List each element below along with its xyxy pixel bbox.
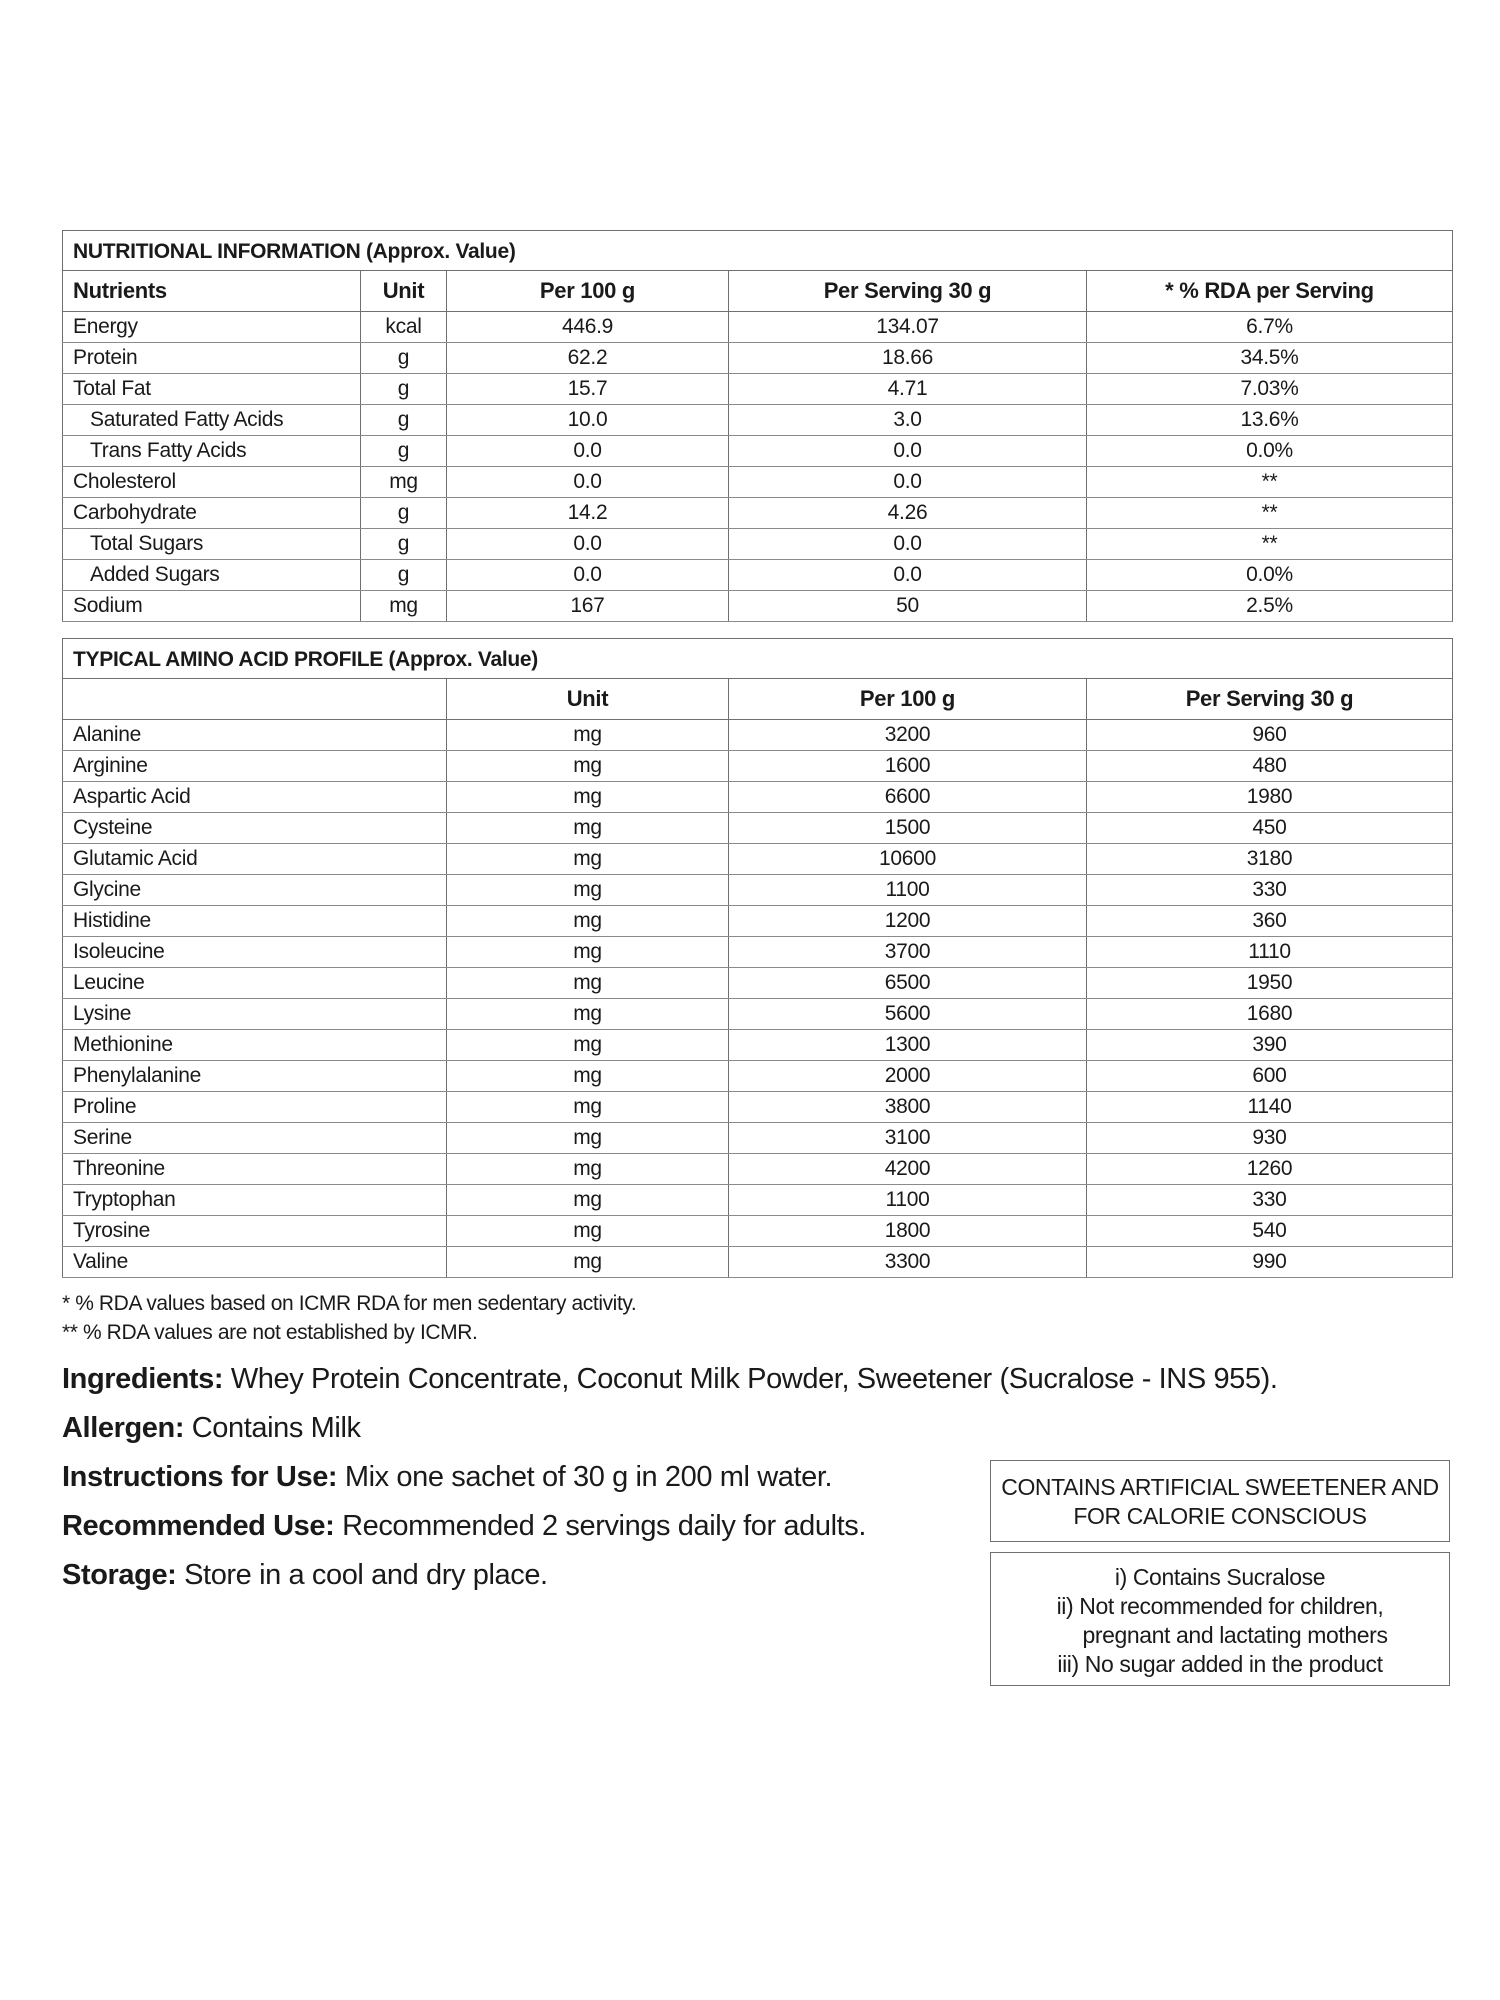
amino-per-100g: 6600 [729,782,1087,813]
amino-per-serving: 3180 [1087,844,1453,875]
table-row [63,875,1453,906]
recommended-text: Recommended 2 servings daily for adults. [334,1510,867,1542]
amino-unit: mg [447,999,729,1030]
amino-per-100g: 3800 [729,1092,1087,1123]
amino-per-100g: 1500 [729,813,1087,844]
ingredients-label: Ingredients: [62,1363,224,1395]
nutrient-per-100g: 0.0 [447,436,729,467]
amino-name: Proline [63,1092,447,1123]
amino-per-serving: 450 [1087,813,1453,844]
amino-unit: mg [447,875,729,906]
amino-unit: mg [447,1123,729,1154]
amino-per-serving: 360 [1087,906,1453,937]
nutrient-rda: 0.0% [1087,436,1453,467]
table-row [63,374,1453,405]
col-header-per-100g: Per 100 g [729,679,1087,720]
sucralose-notice-box [990,1552,1450,1686]
nutrient-per-serving: 4.26 [729,498,1087,529]
nutrition-table [62,230,1453,622]
table-row [63,436,1453,467]
amino-per-serving: 1140 [1087,1092,1453,1123]
nutrient-unit: g [361,436,447,467]
allergen-text: Contains Milk [184,1412,361,1444]
amino-per-serving: 1950 [1087,968,1453,999]
table-row [63,498,1453,529]
nutrient-rda: 13.6% [1087,405,1453,436]
warning-line: FOR CALORIE CONSCIOUS [1073,1503,1367,1529]
nutrient-name: Cholesterol [63,467,361,498]
col-header-unit: Unit [447,679,729,720]
nutrient-name: Protein [63,343,361,374]
amino-unit: mg [447,937,729,968]
storage-text: Store in a cool and dry place. [176,1559,548,1591]
table-row [63,591,1453,622]
nutrient-rda: 0.0% [1087,560,1453,591]
amino-title: TYPICAL AMINO ACID PROFILE (Approx. Value) [63,639,1453,679]
nutrient-unit: g [361,529,447,560]
ingredients-line [62,1355,1452,1404]
amino-per-serving: 390 [1087,1030,1453,1061]
table-row [63,529,1453,560]
recommended-label: Recommended Use: [62,1510,335,1542]
footnotes [62,1289,1452,1347]
nutrient-per-100g: 14.2 [447,498,729,529]
table-row [63,844,1453,875]
nutrient-unit: g [361,405,447,436]
table-row [63,312,1453,343]
amino-per-serving: 990 [1087,1247,1453,1278]
amino-per-serving: 1980 [1087,782,1453,813]
warning-line: CONTAINS ARTIFICIAL SWEETENER AND [1001,1474,1439,1500]
nutrient-unit: g [361,343,447,374]
col-header-rda: * % RDA per Serving [1087,271,1453,312]
col-header-unit: Unit [361,271,447,312]
amino-unit: mg [447,782,729,813]
amino-unit: mg [447,720,729,751]
nutrient-unit: g [361,498,447,529]
amino-per-serving: 1680 [1087,999,1453,1030]
nutrient-per-100g: 446.9 [447,312,729,343]
nutrient-per-serving: 3.0 [729,405,1087,436]
amino-unit: mg [447,1154,729,1185]
amino-unit: mg [447,1030,729,1061]
nutrient-name: Saturated Fatty Acids [63,405,361,436]
table-row [63,720,1453,751]
sweetener-warning-box [990,1460,1450,1542]
amino-name: Phenylalanine [63,1061,447,1092]
nutrient-per-100g: 62.2 [447,343,729,374]
footnote-rda: * % RDA values based on ICMR RDA for men sedentary activity. [62,1292,637,1315]
amino-unit: mg [447,906,729,937]
amino-name: Glutamic Acid [63,844,447,875]
instructions-label: Instructions for Use: [62,1461,338,1493]
amino-name: Cysteine [63,813,447,844]
notice-line: ii) Not recommended for children, [1056,1593,1384,1619]
amino-unit: mg [447,1092,729,1123]
nutrient-unit: mg [361,467,447,498]
amino-name: Tryptophan [63,1185,447,1216]
amino-name: Aspartic Acid [63,782,447,813]
nutrient-per-serving: 0.0 [729,560,1087,591]
nutrient-name: Added Sugars [63,560,361,591]
nutrient-per-100g: 15.7 [447,374,729,405]
amino-unit: mg [447,1247,729,1278]
ingredients-text: Whey Protein Concentrate, Coconut Milk Powder, Sweetener (Sucralose - INS 955). [223,1363,1278,1395]
col-header-per-serving: Per Serving 30 g [1087,679,1453,720]
allergen-label: Allergen: [62,1412,185,1444]
amino-per-100g: 1200 [729,906,1087,937]
nutrient-name: Sodium [63,591,361,622]
nutrient-per-100g: 167 [447,591,729,622]
amino-per-100g: 2000 [729,1061,1087,1092]
notice-line: i) Contains Sucralose [1114,1564,1326,1590]
table-row [63,1185,1453,1216]
storage-label: Storage: [62,1559,177,1591]
table-row [63,813,1453,844]
nutrient-per-serving: 18.66 [729,343,1087,374]
amino-unit: mg [447,1061,729,1092]
table-row [63,1030,1453,1061]
nutrient-per-100g: 0.0 [447,560,729,591]
nutrient-per-serving: 50 [729,591,1087,622]
amino-per-100g: 3100 [729,1123,1087,1154]
table-row [63,782,1453,813]
amino-unit: mg [447,968,729,999]
nutrient-name: Total Fat [63,374,361,405]
table-row [63,751,1453,782]
table-row [63,968,1453,999]
nutrient-per-serving: 0.0 [729,436,1087,467]
amino-per-100g: 10600 [729,844,1087,875]
col-header-name [63,679,447,720]
amino-per-serving: 540 [1087,1216,1453,1247]
nutrient-per-100g: 0.0 [447,467,729,498]
table-row [63,1123,1453,1154]
amino-name: Lysine [63,999,447,1030]
amino-per-100g: 5600 [729,999,1087,1030]
table-row [63,1092,1453,1123]
table-row [63,343,1453,374]
amino-name: Methionine [63,1030,447,1061]
amino-name: Isoleucine [63,937,447,968]
nutrient-unit: kcal [361,312,447,343]
amino-unit: mg [447,1216,729,1247]
nutrient-rda: ** [1087,529,1453,560]
amino-per-100g: 4200 [729,1154,1087,1185]
col-header-per-serving: Per Serving 30 g [729,271,1087,312]
footnote-not-established: ** % RDA values are not established by ICMR. [62,1321,478,1344]
table-row [63,1247,1453,1278]
amino-per-serving: 960 [1087,720,1453,751]
label-sheet [62,230,1452,1600]
col-header-nutrients: Nutrients [63,271,361,312]
amino-per-100g: 1100 [729,1185,1087,1216]
table-row [63,937,1453,968]
nutrient-per-100g: 0.0 [447,529,729,560]
amino-per-serving: 1110 [1087,937,1453,968]
nutrient-unit: g [361,560,447,591]
nutrient-rda: ** [1087,467,1453,498]
amino-name: Leucine [63,968,447,999]
nutrient-rda: 7.03% [1087,374,1453,405]
table-row [63,560,1453,591]
amino-per-100g: 1800 [729,1216,1087,1247]
amino-name: Serine [63,1123,447,1154]
amino-name: Arginine [63,751,447,782]
nutrient-name: Carbohydrate [63,498,361,529]
table-row [63,906,1453,937]
nutrient-per-serving: 0.0 [729,467,1087,498]
nutrient-rda: ** [1087,498,1453,529]
amino-per-serving: 330 [1087,1185,1453,1216]
nutrient-per-serving: 0.0 [729,529,1087,560]
nutrient-per-serving: 134.07 [729,312,1087,343]
amino-unit: mg [447,1185,729,1216]
amino-per-serving: 480 [1087,751,1453,782]
amino-acid-table [62,638,1453,1278]
amino-per-100g: 6500 [729,968,1087,999]
nutrient-unit: g [361,374,447,405]
nutrient-name: Total Sugars [63,529,361,560]
nutrition-title: NUTRITIONAL INFORMATION (Approx. Value) [63,231,1453,271]
amino-per-100g: 3200 [729,720,1087,751]
table-row [63,405,1453,436]
table-row [63,1061,1453,1092]
nutrient-name: Energy [63,312,361,343]
nutrient-unit: mg [361,591,447,622]
nutrient-rda: 34.5% [1087,343,1453,374]
amino-per-serving: 600 [1087,1061,1453,1092]
amino-per-100g: 3700 [729,937,1087,968]
col-header-per-100g: Per 100 g [447,271,729,312]
amino-name: Histidine [63,906,447,937]
notice-line: iii) No sugar added in the product [1057,1651,1383,1677]
amino-name: Tyrosine [63,1216,447,1247]
notice-line: pregnant and lactating mothers [1082,1622,1388,1648]
nutrient-rda: 2.5% [1087,591,1453,622]
amino-name: Glycine [63,875,447,906]
nutrient-name: Trans Fatty Acids [63,436,361,467]
amino-name: Alanine [63,720,447,751]
instructions-text: Mix one sachet of 30 g in 200 ml water. [337,1461,833,1493]
amino-unit: mg [447,844,729,875]
amino-unit: mg [447,813,729,844]
amino-per-100g: 3300 [729,1247,1087,1278]
amino-per-serving: 330 [1087,875,1453,906]
amino-per-100g: 1100 [729,875,1087,906]
amino-per-100g: 1600 [729,751,1087,782]
amino-name: Valine [63,1247,447,1278]
table-row [63,999,1453,1030]
nutrient-per-serving: 4.71 [729,374,1087,405]
amino-per-serving: 1260 [1087,1154,1453,1185]
amino-per-100g: 1300 [729,1030,1087,1061]
table-row [63,1216,1453,1247]
amino-unit: mg [447,751,729,782]
amino-per-serving: 930 [1087,1123,1453,1154]
table-row [63,467,1453,498]
allergen-line [62,1404,1452,1453]
table-row [63,1154,1453,1185]
amino-name: Threonine [63,1154,447,1185]
nutrient-rda: 6.7% [1087,312,1453,343]
nutrient-per-100g: 10.0 [447,405,729,436]
